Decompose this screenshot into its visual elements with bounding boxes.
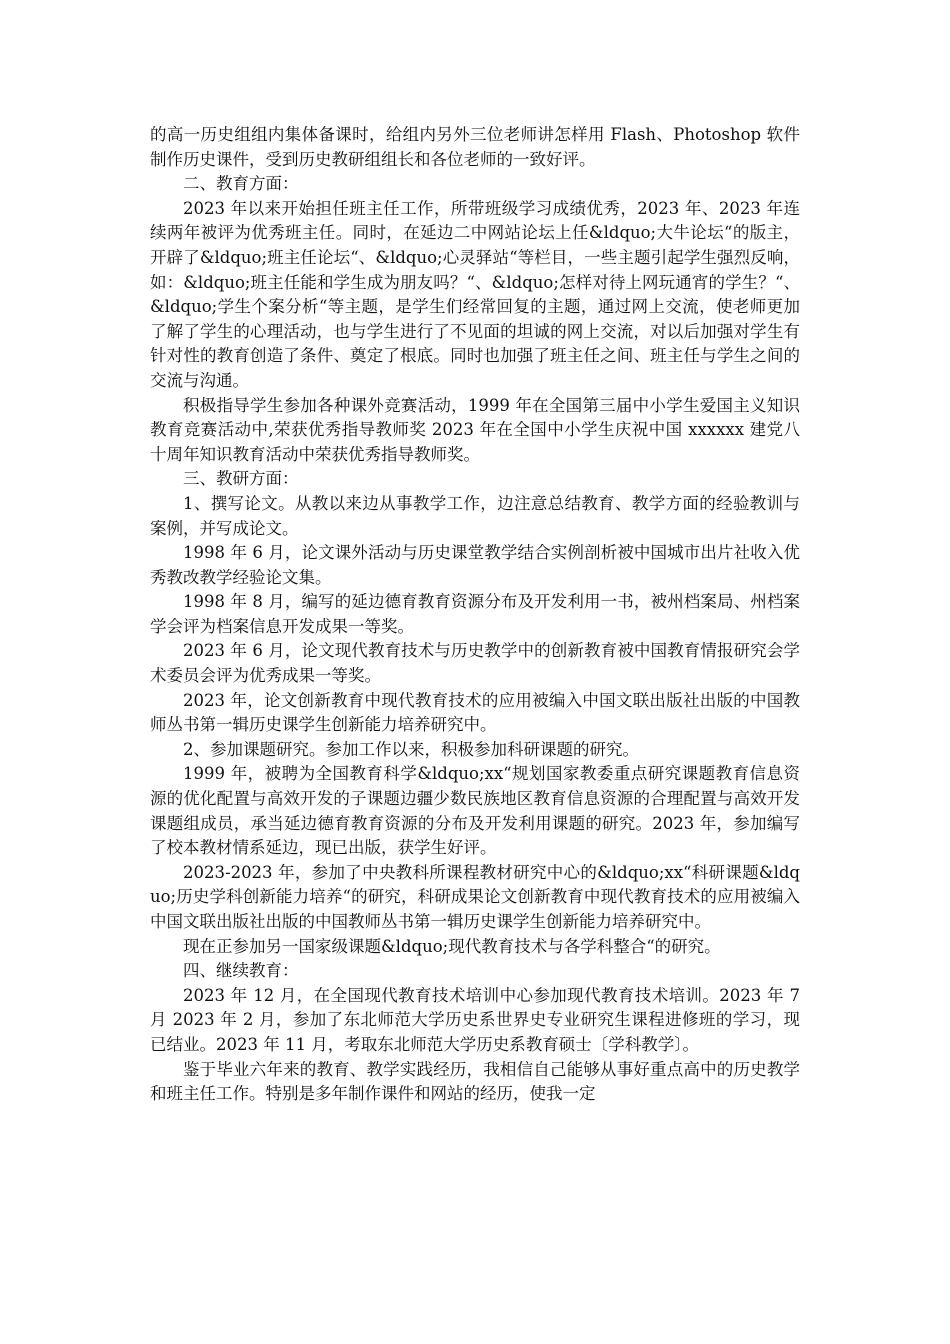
section-heading-research: 三、教研方面： [183, 469, 299, 489]
paragraph: 2023 年 12 月，在全国现代教育技术培训中心参加现代教育技术培训。2023 年 7 月 2023 年 2 月，参加了东北师范大学历史系世界史专业研究生课程进修班的学习，现已结业。2023 年 11 月，考取东北师范大学历史系教育硕士〔学科教学〕。 [150, 985, 800, 1054]
paragraph-continuation: 的高一历史组组内集体备课时，给组内另外三位老师讲怎样用 Flash、Photoshop 软件制作历史课件，受到历史教研组组长和各位老师的一致好评。 [150, 125, 800, 169]
paragraph: 现在正参加另一国家级课题&ldquo;现代教育技术与各学科整合“的研究。 [183, 936, 721, 956]
paragraph: 2023-2023 年，参加了中央教科所课程教材研究中心的&ldquo;xx“科研课题&ldquo;历史学科创新能力培养“的研究，科研成果论文创新教育中现代教育技术的应用被编入中国文联出版社出版的中国教师丛书第一辑历史课学生创新能力培养研究中。 [150, 862, 800, 931]
paragraph: 积极指导学生参加各种课外竞赛活动，1999 年在全国第三届中小学生爱国主义知识教育竞赛活动中,荣获优秀指导教师奖 2023 年在全国中小学生庆祝中国 xxxxxx 建党八十周年知识教育活动中荣获优秀指导教师奖。 [150, 395, 800, 464]
section-heading-education: 二、教育方面： [183, 174, 299, 194]
paragraph: 1998 年 8 月，编写的延边德育教育资源分布及开发利用一书，被州档案局、州档案学会评为档案信息开发成果一等奖。 [150, 592, 800, 636]
paragraph: 2023 年 6 月，论文现代教育技术与历史教学中的创新教育被中国教育情报研究会学术委员会评为优秀成果一等奖。 [150, 641, 800, 686]
paragraph: 2、参加课题研究。参加工作以来，积极参加科研课题的研究。 [183, 739, 639, 759]
paragraph: 1、撰写论文。从教以来边从事教学工作，边注意总结教育、教学方面的经验教训与案例，并写成论文。 [150, 493, 800, 538]
paragraph: 鉴于毕业六年来的教育、教学实践经历，我相信自己能够从事好重点高中的历史教学和班主任工作。特别是多年制作课件和网站的经历，使我一定 [150, 1059, 800, 1104]
paragraph: 2023 年以来开始担任班主任工作，所带班级学习成绩优秀，2023 年、2023 年连续两年被评为优秀班主任。同时，在延边二中网站论坛上任&ldquo;大牛论坛“的版主，开辟了&ldquo;班主任论坛“、&ldquo;心灵驿站“等栏目，一些主题引起学生强烈反响，如：&ldquo;班主任能和学生成为朋友吗？“、&ldquo;怎样对待上网玩通宵的学生？“、&ldquo;学生个案分析“等主题，是学生们经常回复的主题，通过网上交流，使老师更加了解了学生的心理活动，也与学生进行了不见面的坦诚的网上交流，对以后加强对学生有针对性的教育创造了条件、奠定了根底。同时也加强了班主任之间、班主任与学生之间的交流与沟通。 [150, 198, 800, 390]
section-heading-continuing-education: 四、继续教育： [183, 961, 299, 981]
document-body [150, 123, 800, 1107]
paragraph: 1999 年，被聘为全国教育科学&ldquo;xx“规划国家教委重点研究课题教育信息资源的优化配置与高效开发的子课题边疆少数民族地区教育信息资源的合理配置与高效开发课题组成员，承当延边德育教育资源的分布及开发利用课题的研究。2023 年，参加编写了校本教材情系延边，现已出版，获学生好评。 [150, 764, 800, 858]
paragraph: 1998 年 6 月，论文课外活动与历史课堂教学结合实例剖析被中国城市出片社收入优秀教改教学经验论文集。 [150, 543, 800, 587]
paragraph: 2023 年，论文创新教育中现代教育技术的应用被编入中国文联出版社出版的中国教师丛书第一辑历史课学生创新能力培养研究中。 [150, 690, 800, 735]
